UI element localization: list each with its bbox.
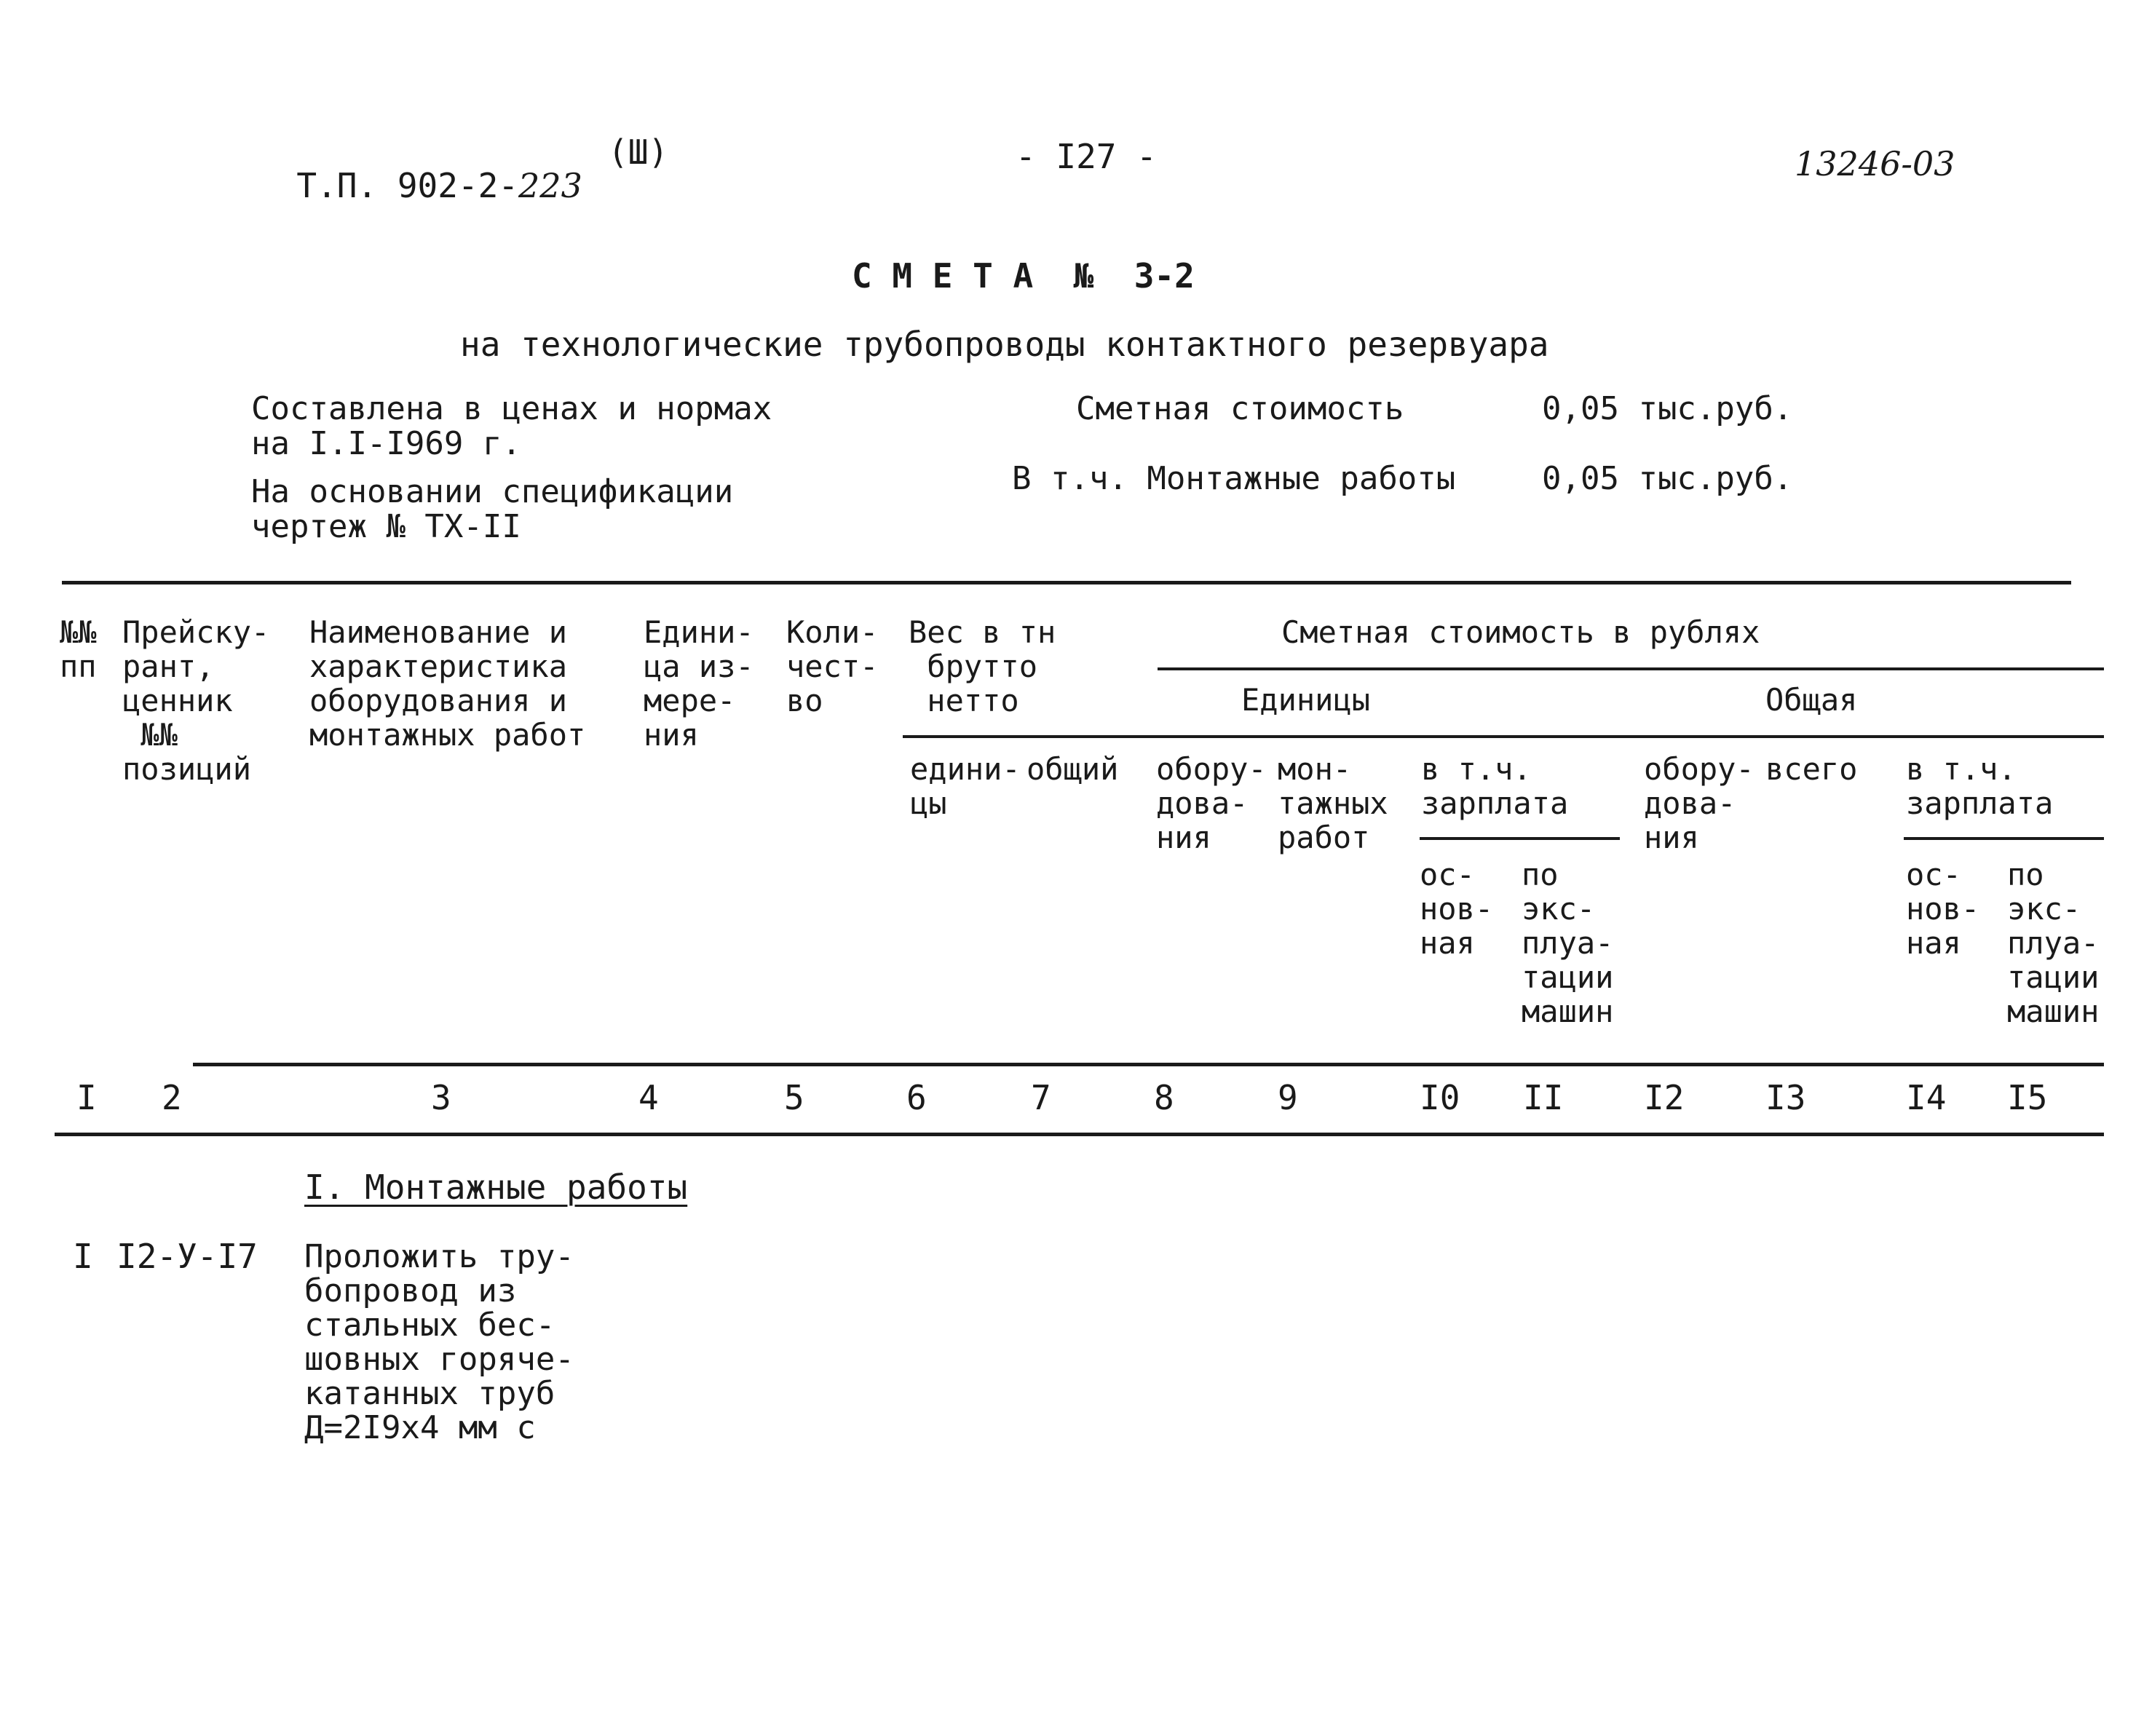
header-basic-wage: ос- нов- ная — [1420, 857, 1494, 961]
column-number: 2 — [162, 1078, 182, 1117]
document-reference — [256, 135, 582, 205]
wage2-rule — [1904, 837, 2104, 840]
header-wage: в т.ч. зарплата — [1421, 751, 1569, 821]
column-number: 3 — [431, 1078, 451, 1117]
header-machine-wage-total: по экс- плуа- тации машин — [2007, 857, 2100, 1029]
column-number: 9 — [1278, 1078, 1298, 1117]
header-unit: Едини- ца из- мере- ния — [644, 614, 754, 753]
install-label: В т.ч. Монтажные работы — [1012, 460, 1456, 497]
section-title — [304, 1168, 688, 1207]
cost-header-rule — [1158, 667, 2104, 670]
document-reference-handwritten: 223 — [518, 166, 582, 205]
header-name: Наименование и характеристика оборудования и монтажных работ — [309, 614, 586, 753]
archive-number: 13246-03 — [1795, 144, 1955, 183]
section-title-text: I. Монтажные работы — [304, 1168, 688, 1207]
prices-note: Составлена в ценах и нормах на I.I-I969 г. — [251, 390, 772, 462]
column-number: I2 — [1644, 1078, 1685, 1117]
row-price-code: I2-У-I7 — [116, 1237, 258, 1276]
column-number: I4 — [1906, 1078, 1947, 1117]
header-price-list: Прейску- рант, ценник №№ позиций — [122, 614, 270, 787]
document-title: С М Е Т А № 3-2 — [852, 256, 1195, 296]
column-number: II — [1523, 1078, 1564, 1117]
column-number: I5 — [2007, 1078, 2048, 1117]
basis-note: На основании спецификации чертеж № ТХ-II — [251, 473, 734, 545]
column-number: 4 — [638, 1078, 659, 1117]
header-estimated-cost: Сметная стоимость в рублях — [1281, 614, 1760, 650]
subheader-rule — [903, 735, 2104, 738]
install-value: 0,05 тыс.руб. — [1542, 460, 1793, 497]
document-reference-typed: Т.П. 902-2- — [296, 166, 519, 205]
header-per-unit: Единицы — [1241, 682, 1371, 718]
header-row-number: №№ пп — [60, 614, 97, 684]
column-number: 8 — [1154, 1078, 1174, 1117]
header-quantity: Коли- чест- во — [786, 614, 879, 718]
row-description: Проложить тру- бопровод из стальных бес- шовных горяче- катанных труб Д=2I9х4 мм с — [304, 1238, 574, 1446]
cost-label: Сметная стоимость — [1076, 390, 1404, 427]
header-weight-unit: едини- цы — [910, 751, 1021, 821]
row-number: I — [73, 1237, 93, 1276]
header-weight: Вес в тн брутто нетто — [909, 614, 1056, 718]
header-wage-total: в т.ч. зарплата — [1906, 751, 2054, 821]
cost-value: 0,05 тыс.руб. — [1542, 390, 1793, 427]
header-total: Общая — [1765, 682, 1858, 718]
column-number: I3 — [1765, 1078, 1806, 1117]
column-number: 6 — [906, 1078, 927, 1117]
column-numbers-rule — [55, 1133, 2104, 1136]
table-top-rule — [62, 581, 2071, 584]
wage-rule — [1420, 837, 1620, 840]
column-number: I0 — [1420, 1078, 1460, 1117]
header-bottom-rule — [193, 1063, 2104, 1066]
header-equipment-total: обору- дова- ния — [1644, 751, 1755, 855]
document-subtitle: на технологические трубопроводы контактного резервуара — [460, 325, 1549, 364]
header-all: всего — [1765, 751, 1858, 787]
header-weight-total: общий — [1026, 751, 1119, 787]
header-basic-wage-total: ос- нов- ная — [1906, 857, 1980, 961]
column-number: 7 — [1031, 1078, 1051, 1117]
page-number: - I27 - — [1016, 137, 1157, 176]
document-section: (Ш) — [608, 132, 669, 172]
header-installation: мон- тажных работ — [1278, 751, 1388, 855]
header-machine-wage: по экс- плуа- тации машин — [1522, 857, 1614, 1029]
column-number: I — [76, 1078, 97, 1117]
column-number: 5 — [784, 1078, 804, 1117]
header-equipment: обору- дова- ния — [1156, 751, 1267, 855]
